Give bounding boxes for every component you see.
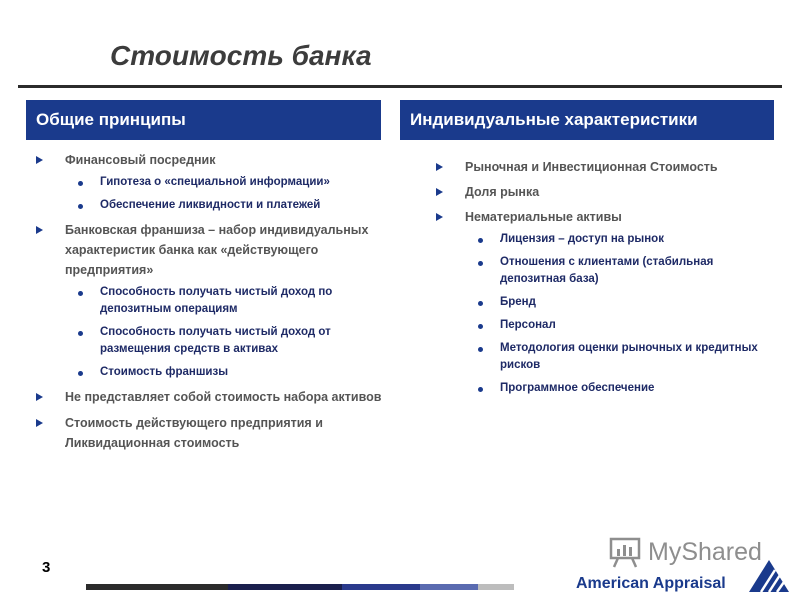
footer-bar-segment (86, 584, 228, 590)
list-item-text: Доля рынка (465, 185, 540, 199)
list-item (36, 387, 391, 407)
dot-bullet-icon (478, 324, 483, 329)
dot-bullet-icon (478, 347, 483, 352)
list-item (36, 220, 391, 381)
arrow-bullet-icon (36, 393, 43, 401)
dot-bullet-icon (78, 371, 83, 376)
arrow-bullet-icon (436, 213, 443, 221)
footer-bar-segment (478, 584, 514, 590)
right-column-header: Индивидуальные характеристики (400, 100, 774, 140)
list-item-text: Нематериальные активы (465, 210, 622, 224)
footer-bar-segment (228, 584, 342, 590)
sub-list-item: Стоимость франшизы (100, 364, 391, 381)
dot-bullet-icon (78, 181, 83, 186)
footer-bar-segment (420, 584, 478, 590)
list-item-text: Не представляет собой стоимость набора активов (65, 390, 382, 404)
dot-bullet-icon (478, 261, 483, 266)
sub-list-item: Бренд (500, 294, 766, 311)
sub-list-item: Лицензия – доступ на рынок (500, 231, 766, 248)
right-column-list (436, 157, 766, 397)
list-item-text: Рыночная и Инвестиционная Стоимость (465, 160, 718, 174)
sub-list-item: Персонал (500, 317, 766, 334)
sub-list-item: Способность получать чистый доход по депозитным операциям (100, 284, 391, 318)
american-appraisal-logo-icon (747, 558, 791, 594)
title-divider (18, 85, 782, 88)
list-item-text: Финансовый посредник (65, 153, 216, 167)
dot-bullet-icon (78, 331, 83, 336)
slide-title: Стоимость банка (110, 40, 372, 71)
list-item (36, 150, 391, 214)
arrow-bullet-icon (436, 188, 443, 196)
dot-bullet-icon (78, 204, 83, 209)
arrow-bullet-icon (36, 156, 43, 164)
watermark (608, 536, 762, 568)
list-item (436, 207, 766, 397)
list-item (436, 157, 766, 177)
sub-list-item: Гипотеза о «специальной информации» (100, 174, 391, 191)
left-column-list (36, 150, 391, 453)
dot-bullet-icon (478, 238, 483, 243)
sub-list-item: Программное обеспечение (500, 380, 766, 397)
arrow-bullet-icon (436, 163, 443, 171)
presentation-board-icon (608, 536, 642, 568)
dot-bullet-icon (78, 291, 83, 296)
arrow-bullet-icon (36, 419, 43, 427)
dot-bullet-icon (478, 301, 483, 306)
list-item (36, 413, 391, 453)
sub-list-item: Отношения с клиентами (стабильная депозитная база) (500, 254, 766, 288)
dot-bullet-icon (478, 387, 483, 392)
list-item-text: Банковская франшиза – набор индивидуальных характеристик банка как «действующего предприятия» (65, 223, 369, 277)
list-item-text: Стоимость действующего предприятия и Ликвидационная стоимость (65, 416, 323, 450)
watermark-text: MyShared (648, 537, 762, 566)
left-column-header: Общие принципы (26, 100, 381, 140)
sub-list-item: Методология оценки рыночных и кредитных рисков (500, 340, 766, 374)
list-item (436, 182, 766, 202)
page-number: 3 (42, 559, 51, 576)
brand-name: American Appraisal (576, 575, 726, 592)
arrow-bullet-icon (36, 226, 43, 234)
footer-bar-segment (342, 584, 420, 590)
sub-list-item: Обеспечение ликвидности и платежей (100, 197, 391, 214)
sub-list-item: Способность получать чистый доход от размещения средств в активах (100, 324, 391, 358)
